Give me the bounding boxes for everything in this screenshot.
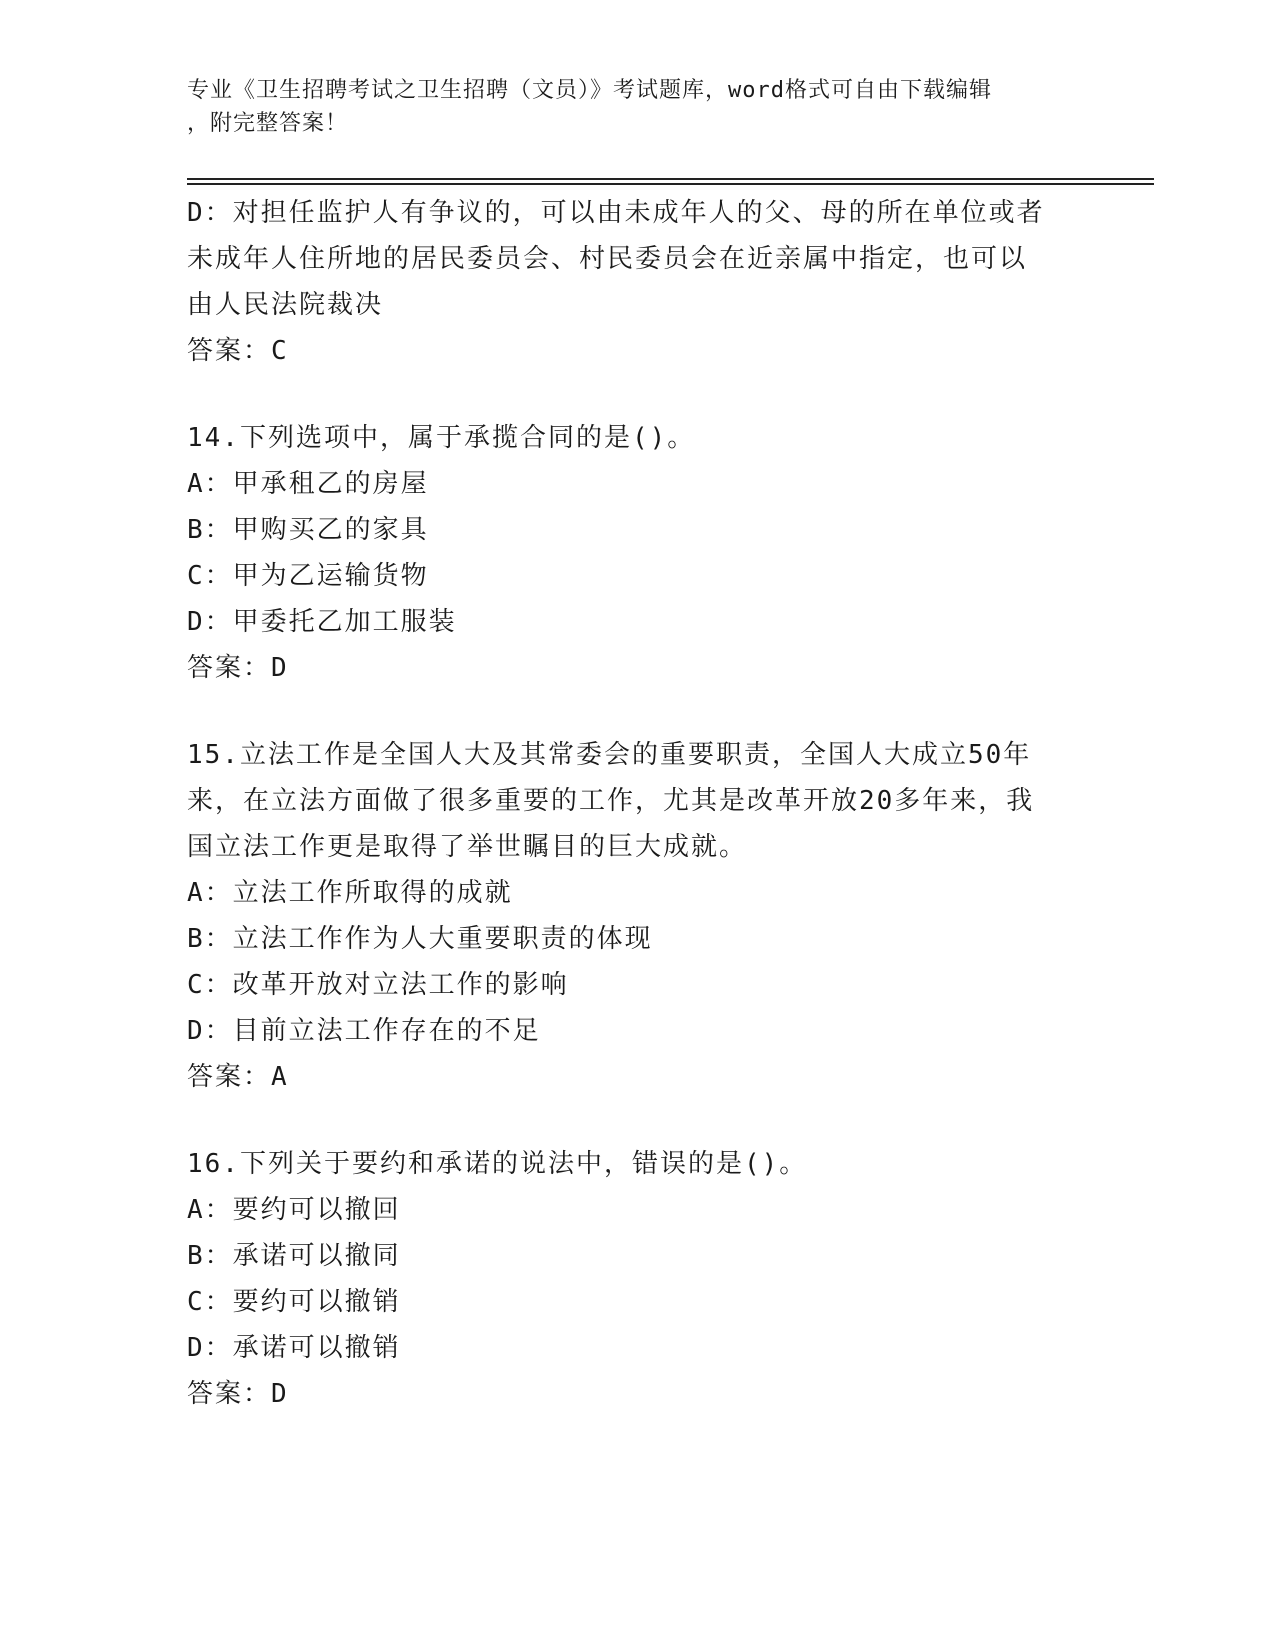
question-15-option-a: A：立法工作所取得的成就 xyxy=(187,878,513,908)
question-15-stem-line-3: 国立法工作更是取得了举世瞩目的巨大成就。 xyxy=(187,832,748,862)
option-d-line-1: D：对担任监护人有争议的，可以由未成年人的父、母的所在单位或者 xyxy=(187,198,1045,228)
option-d-line-2: 未成年人住所地的居民委员会、村民委员会在近亲属中指定，也可以 xyxy=(187,244,1028,274)
spacer xyxy=(187,374,1087,415)
header-divider-bottom xyxy=(187,183,1154,185)
question-15 xyxy=(187,732,1087,1100)
question-15-stem-line-2: 来，在立法方面做了很多重要的工作，尤其是改革开放20多年来，我 xyxy=(187,786,1035,816)
question-14-option-c: C：甲为乙运输货物 xyxy=(187,561,429,591)
answer-14: 答案：D xyxy=(187,653,289,683)
question-15-option-b: B：立法工作作为人大重要职责的体现 xyxy=(187,924,653,954)
answer-13: 答案：C xyxy=(187,336,289,366)
header-line-1: 专业《卫生招聘考试之卫生招聘（文员）》考试题库，word格式可自由下载编辑 xyxy=(187,78,992,103)
question-14-stem: 14.下列选项中，属于承揽合同的是()。 xyxy=(187,423,696,453)
question-14-option-b: B：甲购买乙的家具 xyxy=(187,515,429,545)
question-16-option-d: D：承诺可以撤销 xyxy=(187,1333,401,1363)
question-16-option-a: A：要约可以撤回 xyxy=(187,1195,401,1225)
answer-16: 答案：D xyxy=(187,1379,289,1409)
header-line-2: ，附完整答案！ xyxy=(187,111,349,136)
question-16 xyxy=(187,1141,1087,1417)
option-d-line-3: 由人民法院裁决 xyxy=(187,290,384,320)
question-16-stem: 16.下列关于要约和承诺的说法中，错误的是()。 xyxy=(187,1149,808,1179)
header-divider-top xyxy=(187,178,1154,180)
question-14 xyxy=(187,415,1087,691)
question-15-option-c: C：改革开放对立法工作的影响 xyxy=(187,970,569,1000)
question-16-option-b: B：承诺可以撤同 xyxy=(187,1241,401,1271)
question-13-tail xyxy=(187,190,1087,374)
question-14-option-a: A：甲承租乙的房屋 xyxy=(187,469,429,499)
spacer xyxy=(187,691,1087,732)
question-content xyxy=(187,190,1087,1417)
question-15-stem-line-1: 15.立法工作是全国人大及其常委会的重要职责，全国人大成立50年 xyxy=(187,740,1032,770)
question-16-option-c: C：要约可以撤销 xyxy=(187,1287,401,1317)
question-15-option-d: D：目前立法工作存在的不足 xyxy=(187,1016,541,1046)
question-14-option-d: D：甲委托乙加工服装 xyxy=(187,607,457,637)
document-header xyxy=(187,74,1067,140)
spacer xyxy=(187,1100,1087,1141)
answer-15: 答案：A xyxy=(187,1062,289,1092)
